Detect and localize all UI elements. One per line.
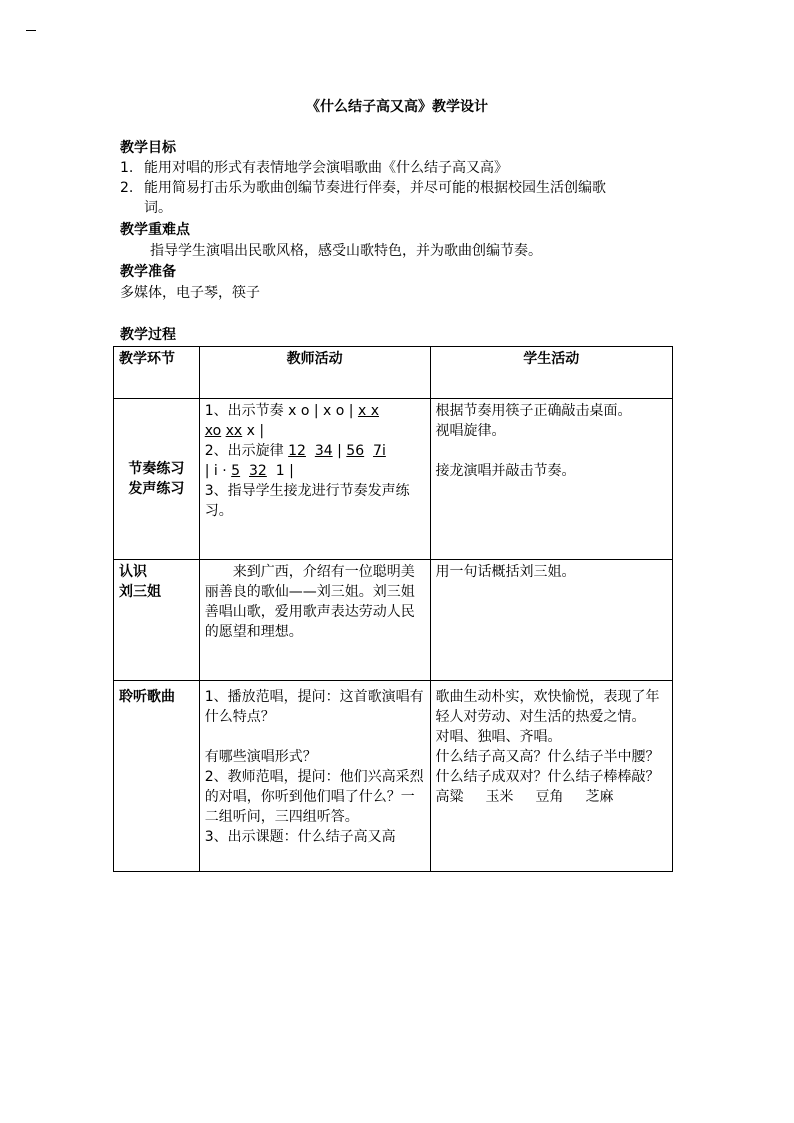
corner-mark xyxy=(26,30,36,31)
teacher-step: 1、播放范唱，提问：这首歌演唱有什么特点？ xyxy=(204,689,424,725)
student-cell xyxy=(430,399,672,560)
melody-underlined: 32 xyxy=(249,463,267,479)
melody-underlined: 56 xyxy=(346,443,365,459)
student-line: 视唱旋律。 xyxy=(435,423,506,439)
objective-num: 1. xyxy=(120,160,134,176)
answer-word: 豆角 xyxy=(535,789,564,805)
melody-underlined: 12 xyxy=(288,443,306,459)
key-points-text: 指导学生演唱出民歌风格，感受山歌特色，并为歌曲创编节奏。 xyxy=(150,243,542,259)
teacher-step: 3、出示课题：什么结子高又高 xyxy=(204,829,396,845)
document-title: 《什么结子高又高》教学设计 xyxy=(306,99,488,115)
teacher-step: 2、教师范唱，提问：他们兴高采烈的对唱，你听到他们唱了什么？一二组听问，三四组听答。 xyxy=(204,769,424,825)
objective-text: 能用简易打击乐为歌曲创编节奏进行伴奏，并尽可能的根据校园生活创编歌 xyxy=(144,180,606,196)
answer-word: 玉米 xyxy=(485,789,514,805)
stage-line: 节奏练习 xyxy=(128,461,185,477)
student-line: 用一句话概括刘三姐。 xyxy=(435,564,576,580)
stage-line: 刘三姐 xyxy=(119,584,161,600)
table-header-row xyxy=(114,347,673,399)
answer-word: 高粱 xyxy=(435,789,464,805)
rhythm-line-cont xyxy=(205,421,425,441)
melody-underlined: 7i xyxy=(373,443,386,459)
teacher-step: 有哪些演唱形式？ xyxy=(204,749,317,765)
student-line: 接龙演唱并敲击节奏。 xyxy=(435,463,576,479)
objectives-heading: 教学目标 xyxy=(120,140,176,156)
objective-num: 2. xyxy=(120,180,134,196)
stage-cell xyxy=(114,681,200,872)
student-line: 对唱、独唱、齐唱。 xyxy=(435,729,562,745)
column-header-teacher: 教师活动 xyxy=(199,347,430,399)
objective-text: 能用对唱的形式有表情地学会演唱歌曲《什么结子高又高》 xyxy=(144,160,508,176)
teacher-cell xyxy=(199,681,430,872)
stage-line: 聆听歌曲 xyxy=(119,689,175,705)
rhythm-text: 1、出示节奏 x o | x o | xyxy=(204,403,358,419)
teacher-text: 来到广西，介绍有一位聪明美丽善良的歌仙——刘三姐。刘三姐善唱山歌，爱用歌声表达劳动人民的愿望和理想。 xyxy=(204,564,415,640)
table-row xyxy=(114,560,673,681)
melody-underlined: 5 xyxy=(231,463,241,479)
stage-line: 发声练习 xyxy=(128,481,185,497)
rhythm-line xyxy=(205,401,425,421)
process-table xyxy=(113,346,673,872)
teacher-cell xyxy=(199,560,430,681)
melody-line: 2、出示旋律 12 34 | 56 7i xyxy=(204,443,386,459)
preparation-heading: 教学准备 xyxy=(120,264,176,280)
key-points-heading: 教学重难点 xyxy=(120,222,190,238)
stage-cell xyxy=(114,560,200,681)
column-header-stage: 教学环节 xyxy=(114,347,200,399)
melody-text: 2、出示旋律 xyxy=(204,443,289,459)
objective-item-1 xyxy=(120,158,508,178)
stage-cell xyxy=(114,399,200,560)
teacher-cell xyxy=(199,399,430,560)
stage-line: 认识 xyxy=(119,564,147,580)
rhythm-underlined: xx xyxy=(225,423,243,439)
table-row xyxy=(114,399,673,560)
melody-text: 1 | xyxy=(275,463,294,479)
column-header-student: 学生活动 xyxy=(430,347,672,399)
process-heading: 教学过程 xyxy=(120,327,176,343)
rhythm-underlined: x x xyxy=(357,403,379,419)
answer-line xyxy=(436,787,667,807)
student-line: 根据节奏用筷子正确敲击桌面。 xyxy=(435,403,632,419)
objective-item-2-cont: 词。 xyxy=(144,200,172,216)
table-row xyxy=(114,681,673,872)
melody-line-cont xyxy=(205,461,425,481)
preparation-text: 多媒体，电子琴，筷子 xyxy=(120,285,260,301)
student-line: 什么结子高又高？什么结子半中腰？什么结子成双对？什么结子棒棒敲？ xyxy=(435,749,660,785)
melody-underlined: 34 xyxy=(314,443,333,459)
melody-text: | i · xyxy=(204,463,232,479)
student-line: 歌曲生动朴实，欢快愉悦，表现了年轻人对劳动、对生活的热爱之情。 xyxy=(435,689,660,725)
objective-item-2 xyxy=(120,178,606,198)
student-cell xyxy=(430,560,672,681)
student-cell xyxy=(430,681,672,872)
rhythm-underlined: xo xyxy=(204,423,222,439)
rhythm-text: x | xyxy=(242,423,265,439)
teacher-step: 3、指导学生接龙进行节奏发声练习。 xyxy=(204,483,410,519)
answer-word: 芝麻 xyxy=(585,789,614,805)
